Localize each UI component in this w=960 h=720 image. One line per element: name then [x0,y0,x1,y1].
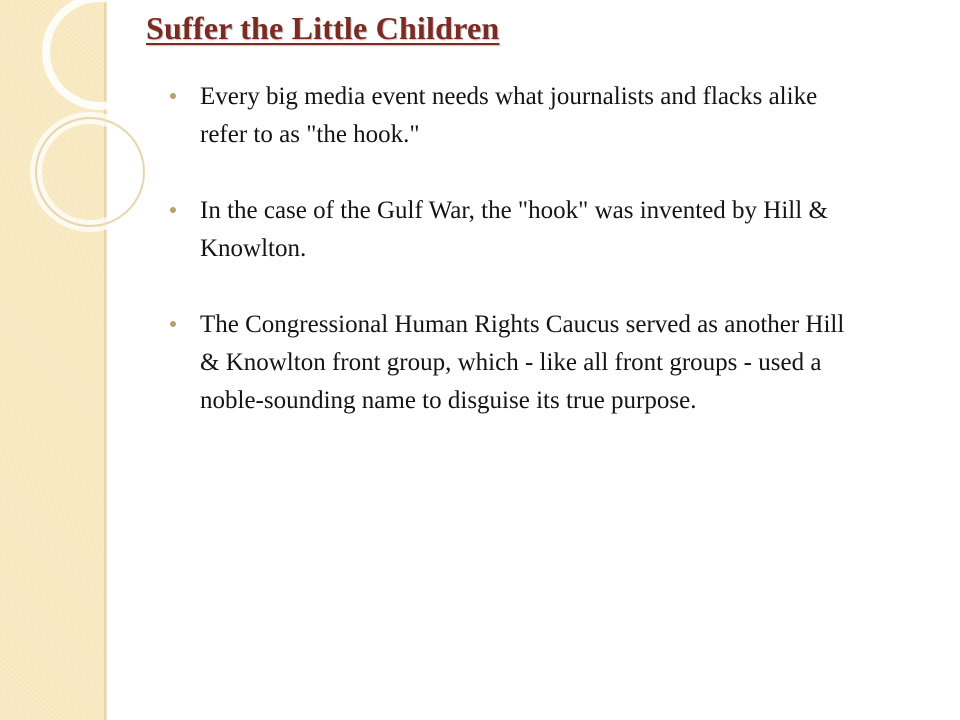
bullet-dot-icon [170,321,176,327]
bullet-dot-icon [170,207,176,213]
bullet-item [168,306,858,420]
decorative-circle-outline [36,118,144,226]
bullet-item [168,78,858,154]
decorative-circles [0,0,160,260]
bullet-list [168,78,858,458]
bullet-item [168,192,858,268]
bullet-text: Every big media event needs what journalists and flacks alike refer to as "the hook." [200,83,818,148]
decorative-circle-large [46,0,154,106]
bullet-dot-icon [170,93,176,99]
bullet-text: The Congressional Human Rights Caucus served as another Hill & Knowlton front group, which - like all front groups - used a noble-sounding name to disguise its true purpose. [200,311,845,414]
bullet-text: In the case of the Gulf War, the "hook" was invented by Hill & Knowlton. [200,197,828,262]
slide-title: Suffer the Little Children [146,10,500,46]
